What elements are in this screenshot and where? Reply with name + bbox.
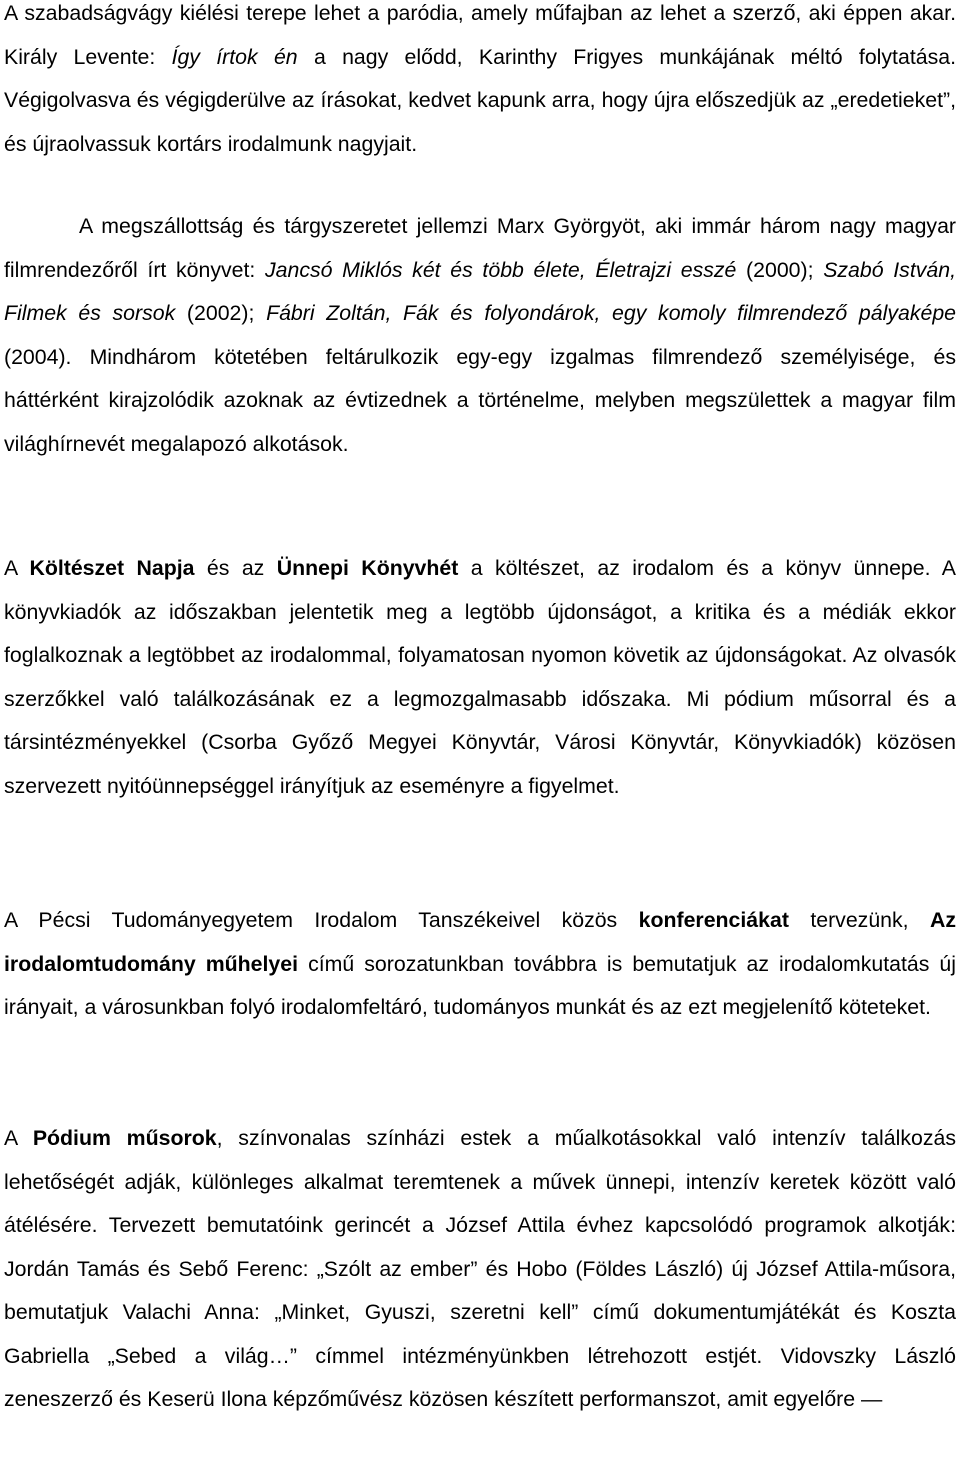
paragraph-parody: [4, 0, 956, 166]
text-run: tervezünk,: [788, 908, 930, 932]
text-run: , színvonalas színházi estek a műalkotásokkal való intenzív találkozás lehetőségét adják, különleges alkalmat teremtenek a művek ünnepi, intenzív keretek között való átélésére. Tervezett bemutatóink gerincét a József Attila évhez kapcsolódó programok alkotják: Jordán Tamás és Sebő Ferenc: „Szólt az ember” és Hobo (Földes László) új József Attila-műsora, bemutatjuk Valachi Anna: „Minket, Gyuszi, szeretni kell” című dokumentumjátékát és Koszta Gabriella „Sebed a világ…” címmel intézményünkben létrehozott estjét. Vidovszky László zeneszerző és Keserü Ilona képzőművész közösen készített performanszot, amit egyelőre —: [4, 1126, 956, 1411]
text-run: és az: [194, 556, 277, 580]
paragraph-conferences: [4, 899, 956, 1030]
text-run: a nagy elődd, Karinthy Frigyes munkájának méltó folytatása. Végigolvasva és végigderülve az írásokat, kedvet kapunk arra, hogy újra előszedjük az „eredetieket”, és újraolvassuk kortárs irodalmunk nagyjait.: [4, 44, 956, 156]
text-run: A megszállottság és tárgyszeretet jellemzi Marx Györgyöt, aki immár három nagy magyar filmrendezőről írt könyvet:: [4, 214, 956, 282]
text-run: A: [4, 1126, 33, 1150]
text-run: A szabadságvágy kiélési terepe lehet a paródia, amely műfajban az lehet a szerző, aki éppen akar. Király Levente:: [4, 1, 956, 69]
bold-term: Pódium műsorok: [32, 1126, 217, 1150]
paragraph-podium: [4, 1117, 956, 1422]
bold-term: konferenciákat: [638, 908, 789, 932]
text-run: című sorozatunkban továbbra is bemutatjuk az irodalomkutatás új irányait, a városunkban folyó irodalomfeltáró, tudományos munkát és az ezt megjelenítő köteteket.: [4, 951, 956, 1019]
text-run: (2004). Mindhárom kötetében feltárulkozik egy-egy izgalmas filmrendező személyisége, és háttérként kirajzolódik azoknak az évtizednek a történelme, melyben megszülettek a magyar film világhírnevét megalapozó alkotások.: [4, 344, 956, 456]
paragraph-marx: [4, 205, 956, 466]
text-run: (2002);: [175, 301, 267, 325]
bold-term: Ünnepi Könyvhét: [276, 556, 459, 580]
italic-title: Szabó István, Filmek és sorsok: [4, 257, 956, 325]
bold-term: Az irodalomtudomány műhelyei: [4, 908, 956, 976]
text-run: (2000);: [736, 257, 824, 282]
text-run: A: [4, 556, 30, 580]
text-run: A Pécsi Tudományegyetem Irodalom Tanszékeivel közös: [4, 908, 639, 932]
italic-title: Így írtok én: [171, 44, 298, 69]
paragraph-poetry-day: [4, 547, 956, 808]
text-run: a költészet, az irodalom és a könyv ünnepe. A könyvkiadók az időszakban jelentetik meg a legtöbb újdonságot, a kritika és a médiák ekkor foglalkoznak a legtöbbet az irodalommal, folyamatosan nyomon követik az újdonságokat. Az olvasók szerzőkkel való találkozásának ez a legmozgalmasabb időszaka. Mi pódium műsorral és a társintézményekkel (Csorba Győző Megyei Könyvtár, Városi Könyvtár, Könyvkiadók) közösen szervezett nyitóünnepséggel irányítjuk az eseményre a figyelmet.: [4, 556, 956, 798]
italic-title: Jancsó Miklós két és több élete, Életrajzi esszé: [265, 257, 737, 282]
italic-title: Fábri Zoltán, Fák és folyondárok, egy komoly filmrendező pályaképe: [266, 301, 957, 325]
bold-term: Költészet Napja: [29, 556, 195, 580]
